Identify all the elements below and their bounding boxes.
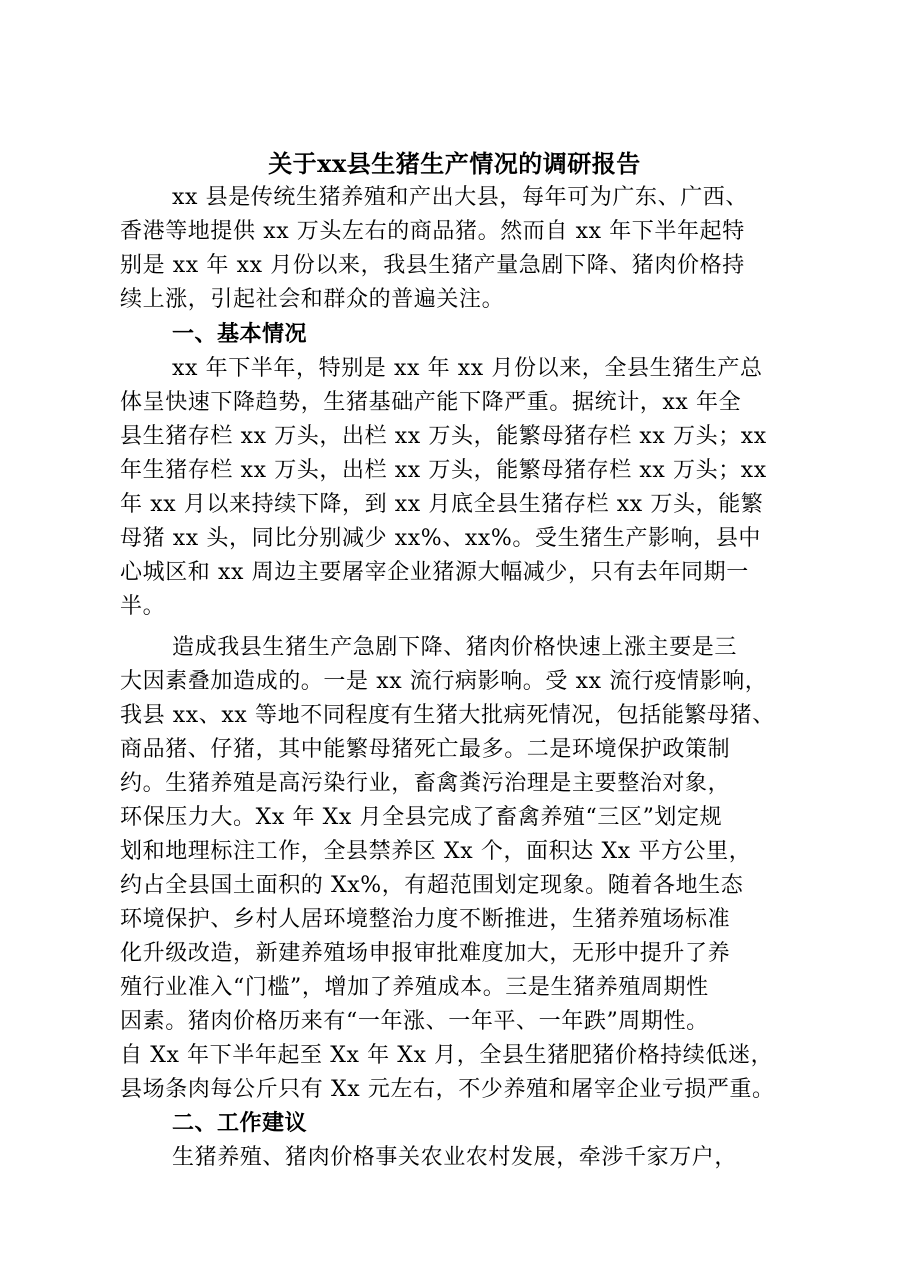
paragraph-line: 县场条肉每公斤只有 Xx 元左右，不少养殖和屠宰企业亏损严重。 [120, 1077, 775, 1102]
paragraph-line: 年生猪存栏 xx 万头，出栏 xx 万头，能繁母猪存栏 xx 万头；xx [120, 458, 767, 483]
paragraph-line: 我县 xx、xx 等地不同程度有生猪大批病死情况，包括能繁母猪、 [120, 703, 775, 728]
paragraph-line: 因素。猪肉价格历来有“一年涨、一年平、一年跌”周期性。 [120, 1009, 709, 1034]
paragraph-line: 年 xx 月以来持续下降，到 xx 月底全县生猪存栏 xx 万头，能繁 [120, 492, 764, 517]
paragraph-line: 母猪 xx 头，同比分别减少 xx%、xx%。受生猪生产影响，县中 [120, 526, 762, 551]
paragraph-line: 体呈快速下降趋势，生猪基础产能下降严重。据统计，xx 年全 [120, 390, 742, 415]
intro-line: xx 县是传统生猪养殖和产出大县，每年可为广东、广西、 [172, 185, 749, 210]
intro-line: 香港等地提供 xx 万头左右的商品猪。然而自 xx 年下半年起特 [120, 219, 745, 244]
paragraph-line: 自 Xx 年下半年起至 Xx 年 Xx 月，全县生猪肥猪价格持续低迷， [120, 1043, 774, 1068]
paragraph-line: 约。生猪养殖是高污染行业，畜禽粪污治理是主要整治对象， [120, 771, 731, 796]
section-heading-basic-situation: 一、基本情况 [172, 322, 308, 347]
paragraph-line: 半。 [120, 594, 166, 619]
paragraph-line: 化升级改造，新建养殖场申报审批难度加大，无形中提升了养 [120, 941, 731, 966]
paragraph-line: 县生猪存栏 xx 万头，出栏 xx 万头，能繁母猪存栏 xx 万头；xx [120, 424, 767, 449]
section-heading-work-suggestions: 二、工作建议 [172, 1111, 308, 1136]
paragraph-line: 心城区和 xx 周边主要屠宰企业猪源大幅减少，只有去年同期一 [120, 560, 749, 585]
paragraph-line: 划和地理标注工作，全县禁养区 Xx 个，面积达 Xx 平方公里， [120, 839, 752, 864]
paragraph-line: 环境保护、乡村人居环境整治力度不断推进，生猪养殖场标准 [120, 907, 731, 932]
paragraph-line: 商品猪、仔猪，其中能繁母猪死亡最多。二是环境保护政策制 [120, 737, 731, 762]
paragraph-line: 约占全县国土面积的 Xx%，有超范围划定现象。随着各地生态 [120, 873, 744, 898]
intro-line: 续上涨，引起社会和群众的普遍关注。 [120, 287, 505, 312]
intro-line: 别是 xx 年 xx 月份以来，我县生猪产量急剧下降、猪肉价格持 [120, 253, 745, 278]
paragraph-line: 生猪养殖、猪肉价格事关农业农村发展，牵涉千家万户， [172, 1145, 738, 1170]
paragraph-line: 殖行业准入“门槛”，增加了养殖成本。三是生猪养殖周期性 [120, 975, 709, 1000]
paragraph-line: xx 年下半年，特别是 xx 年 xx 月份以来，全县生猪生产总 [172, 356, 763, 381]
paragraph-line: 环保压力大。Xx 年 Xx 月全县完成了畜禽养殖“三区”划定规 [120, 805, 723, 830]
document-title: 关于xx县生猪生产情况的调研报告 [268, 149, 641, 178]
paragraph-line: 造成我县生猪生产急剧下降、猪肉价格快速上涨主要是三 [172, 635, 738, 660]
paragraph-line: 大因素叠加造成的。一是 xx 流行病影响。受 xx 流行疫情影响， [120, 669, 768, 694]
